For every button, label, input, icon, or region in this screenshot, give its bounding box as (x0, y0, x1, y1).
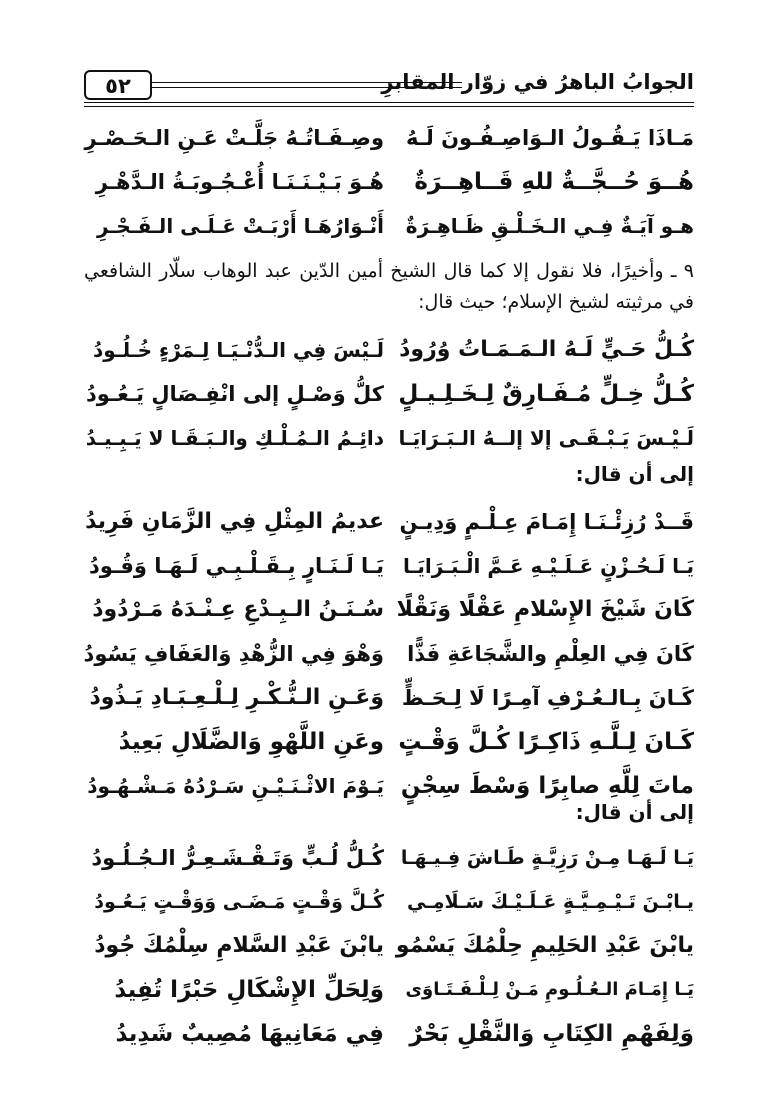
verse-line (84, 722, 694, 766)
second-hemistich: كلُّ وَصْـلٍ إلى انْفِـصَالٍ يَـعُـودُ (85, 382, 384, 406)
second-hemistich: وَهْوَ فِي الزُّهْدِ وَالعَفَافِ يَسُودُ (83, 642, 384, 666)
second-hemistich: دائِـمُ الـمُـلْـكِ والـبَـقَـا لا يَـبِـيـدُ (85, 426, 384, 450)
second-hemistich: أَنْـوَارُهَـا أَرْبَـتْ عَـلَـى الـفَـجْـرِ (97, 214, 384, 238)
first-hemistich: لَـيْـسَ يَـبْـقَـى إلا إلــهُ الـبَـرَايَـا (398, 426, 694, 450)
second-hemistich: كُـلَّ وَقْـتٍ مَـضَـى وَوَقْـتٍ يَـعُـودُ (94, 891, 384, 913)
poem-block (84, 502, 694, 810)
second-hemistich: يابْنَ عَبْدِ السَّلامِ سِلْمُكَ جُودُ (94, 933, 384, 958)
first-hemistich: ماتَ لِلَّهِ صابِرًا وَسْطَ سِجْنٍ (400, 773, 694, 799)
running-title: الجوابُ الباهرُ في زوّار المقابرِ (381, 70, 694, 94)
intro-line: إلى أن قال: (575, 462, 694, 486)
first-hemistich: هـو آيَـةٌ فِـي الـخَـلْـقِ ظَـاهِـرَةٌ (405, 214, 694, 238)
verse-line (84, 330, 694, 374)
second-hemistich: سُـنَـنُ الـبِـدْعِ عِـنْـدَهُ مَـرْدُودُ (92, 597, 384, 622)
verse-line (84, 926, 694, 970)
first-hemistich: يَـا إِمَـامَ الـعُـلُـومِ مَـنْ لِـلْـفَـتَـاوَى (405, 979, 694, 1000)
first-hemistich: قَــدْ رُزِئْـنَـا إِمَـامَ عِـلْـمٍ وَدِيـنٍ (399, 510, 694, 534)
first-hemistich: هُــوَ حُــجَّــةٌ للهِ قَــاهِــرَةٌ (414, 169, 694, 195)
first-hemistich: مَـاذَا يَـقُـولُ الـوَاصِـفُـونَ لَـهُ (406, 126, 694, 150)
header-underline (84, 102, 694, 103)
verse-line (84, 838, 694, 882)
first-hemistich: يَـا لَـهَـا مِـنْ رَزِيَّـةٍ طَـاشَ فِـيـهَـا (400, 847, 694, 869)
header-underline (84, 106, 694, 107)
second-hemistich: فِي مَعَانِيهَا مُصِيبٌ شَدِيدُ (115, 1021, 384, 1047)
verse-line (84, 1014, 694, 1058)
verse-line (84, 546, 694, 590)
verse-line (84, 206, 694, 250)
first-hemistich: كَانَ فِي العِلْمِ والشَّجَاعَةِ فَذًّا (407, 642, 694, 666)
second-hemistich: عديمُ المِثْلِ فِي الزَّمَانِ فَرِيدُ (85, 509, 384, 534)
verse-line (84, 678, 694, 722)
poem-block (84, 330, 694, 462)
second-hemistich: وَلِحَلِّ الإِشْكَالِ حَبْرًا تُفِيدُ (114, 977, 384, 1003)
page-header (84, 62, 694, 104)
verse-line (84, 970, 694, 1014)
second-hemistich: هُـوَ بَـيْـنَـنَـا أُعْـجُـوبَـةُ الـدَّهْـرِ (95, 170, 384, 194)
poem-block (84, 838, 694, 1058)
verse-line (84, 634, 694, 678)
second-hemistich: يَـا لَـنَـارٍ بِـقَـلْـبِـي لَـهَـا وَقُـودُ (89, 554, 384, 578)
first-hemistich: يابْنَ عَبْدِ الحَلِيمِ حِلْمُكَ يَسْمُو (395, 933, 694, 958)
second-hemistich: لَـيْسَ فِي الـدُّنْـيَـا لِـمَرْءٍ خُـلُـودُ (92, 338, 384, 362)
page-number: ٥٢ (84, 70, 152, 100)
intro-line: إلى أن قال: (575, 800, 694, 824)
second-hemistich: وَعَـنِ الـنُّـكْـرِ لِـلْـعِـبَـادِ يَـذُودُ (89, 685, 384, 710)
verse-line (84, 162, 694, 206)
second-hemistich: وصِـفَـاتُـهُ جَلَّـتْ عَـنِ الـحَـصْـرِ (84, 126, 384, 150)
first-hemistich: يَـا لَـحُـزْنٍ عَـلَـيْـهِ عَـمَّ الْـبَـرَايَـا (403, 554, 694, 578)
verse-line (84, 502, 694, 546)
verse-line (84, 374, 694, 418)
first-hemistich: كُـلُّ خِـلٍّ مُـفَـارِقٌ لِـخَـلِـيـلٍ (398, 381, 694, 407)
verse-line (84, 118, 694, 162)
second-hemistich: كُـلُّ لُـبٍّ وَتَـقْـشَـعِـرُّ الـجُـلُـودُ (91, 846, 384, 870)
first-hemistich: كُـلُّ حَـيٍّ لَـهُ الـمَـمَـاتُ وُرُودُ (399, 337, 694, 362)
verse-line (84, 418, 694, 462)
first-hemistich: كَـانَ بِـالـعُـرْفِ آمِـرًا لَا لِـحَـظٍّ (401, 686, 694, 710)
second-hemistich: وعَنِ اللَّهْوِ وَالضَّلَالِ بَعِيدُ (118, 729, 384, 755)
first-hemistich: يـابْـنَ تَـيْـمِـيَّـةٍ عَـلَـيْـكَ سَـلَامِـي (407, 891, 694, 913)
first-hemistich: وَلِفَهْمِ الكِتَابِ وَالنَّقْلِ بَحْرٌ (409, 1021, 694, 1047)
poem-block (84, 118, 694, 250)
body-paragraph: ٩ ـ وأخيرًا، فلا نقول إلا كما قال الشيخ أمين الدّين عبد الوهاب سلّار الشافعي في مرثيته لشيخ الإسلام؛ حيث قال: (84, 260, 694, 313)
first-hemistich: كَـانَ لِـلَّـهِ ذَاكِـرًا كُـلَّ وَقْـتٍ (398, 729, 694, 755)
verse-line (84, 882, 694, 926)
second-hemistich: يَـوْمَ الاثْـنَـيْـنِ سَـرْدُهُ مَـشْـهُـودُ (87, 774, 384, 798)
first-hemistich: كَانَ شَيْخَ الإِسْلامِ عَقْلًا وَنَقْلًا (396, 597, 694, 622)
verse-line (84, 590, 694, 634)
